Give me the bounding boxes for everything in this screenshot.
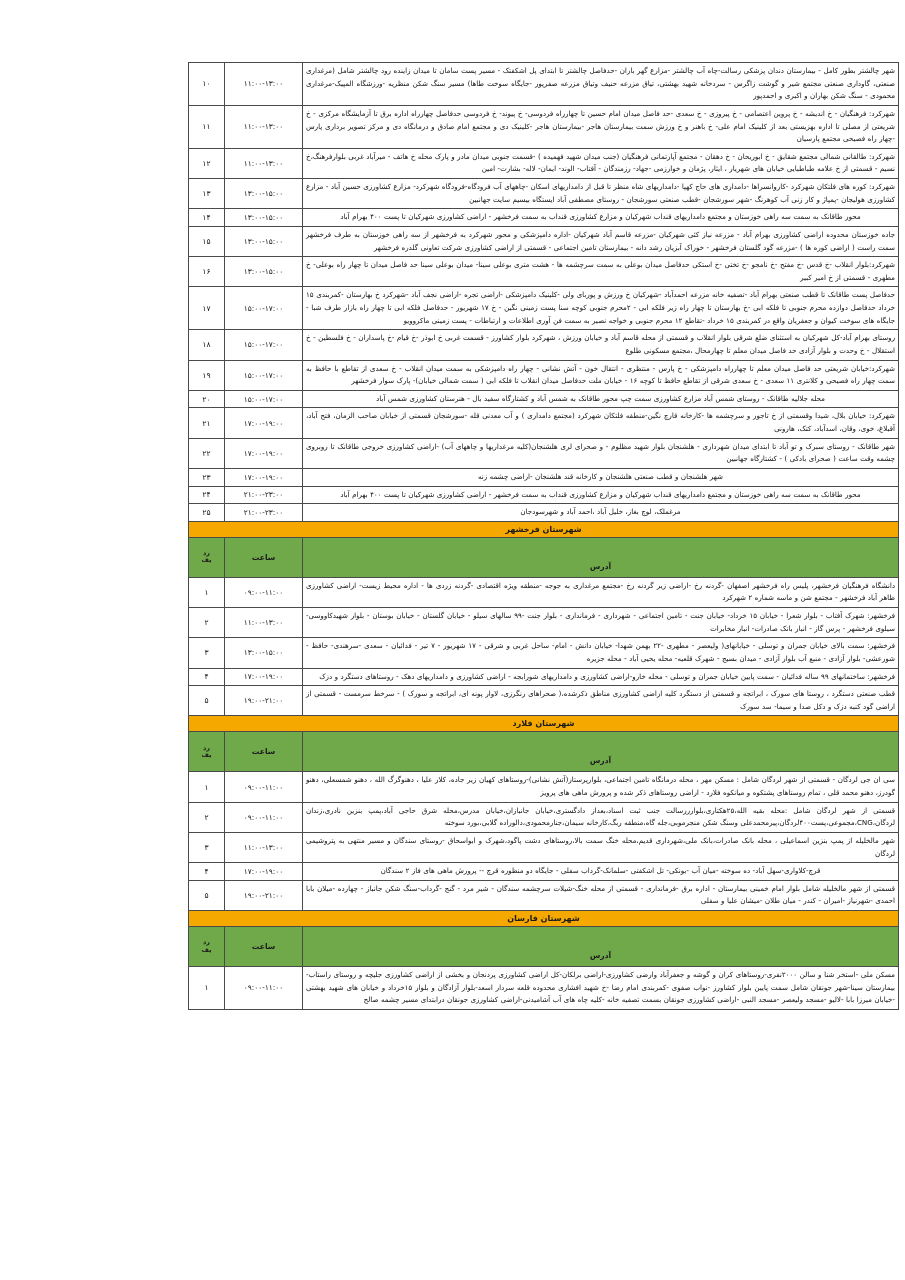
cell-time: ۱۳:۰۰-۱۵:۰۰ <box>225 638 303 668</box>
section-band-row <box>189 716 899 732</box>
cell-row-number: ۱۶ <box>189 257 225 287</box>
cell-row-number: ۱۲ <box>189 148 225 178</box>
cell-time: ۲۱:۰۰-۲۳:۰۰ <box>225 504 303 522</box>
cell-address: شهر طاقانک - روستای سبرک و تو آباد تا ابتدای میدان شهرداری - هلشنجان بلوار شهید مظلوم - و صحرای لری هلشنجان(کلیه مرغداریها و چاههای آب) -اراضی کشاورزی خروجی طاقانک تا روبروی چشمه وقت ساعت ( صحرای بادکی ) - کشتارگاه جهانبین <box>303 438 899 468</box>
cell-row-number: ۱۹ <box>189 360 225 390</box>
cell-address: فرخشهر: ساختمانهای ۹۹ ساله فدائیان - سمت پایین خیابان جمران و توسلی - محله خارو-اراضی کشاورزی و دامداریهای شورابجه - اراضی کشاورزی و دامداریهای دهک - روستاهای دستگرد و دزک <box>303 668 899 686</box>
table-row <box>189 438 899 468</box>
table-row <box>189 330 899 360</box>
cell-row-number: ۲ <box>189 608 225 638</box>
cell-address: فرخشهر: سمت بالای خیابان جمران و توسلی - خیابانهای( ولیعصر - مطهری -۲۲ بهمن شهدا- خیابان دانش - امام- ساحل غربی و شرقی - ۱۷ شهریور - ۷ تیر - فدائیان - سعدی -سرهندی- حافظ - شورعشی- بلوار آزادی - منبع آب بلوار آزادی - میدان بسیج - شهرک قلعیه- محله یحیی آباد - محله جزیره <box>303 638 899 668</box>
cell-row-number: ۲۰ <box>189 390 225 408</box>
table-row <box>189 468 899 486</box>
cell-row-number: ۱۴ <box>189 209 225 227</box>
header-time: ساعت <box>225 537 303 577</box>
cell-address: مرغملک، لوچ بغاز، خلیل آباد ،احمد آباد و شهرسودجان <box>303 504 899 522</box>
header-row-number <box>189 927 225 967</box>
cell-row-number: ۲۴ <box>189 486 225 504</box>
table-row <box>189 967 899 1010</box>
header-address: آدرس <box>303 537 899 577</box>
cell-time: ۱۱:۰۰-۱۳:۰۰ <box>225 105 303 148</box>
cell-address: فرخشهر: شهرک آفتاب - بلوار شعرا - خیابان ۱۵ خرداد- خیابان جنت - تامین اجتماعی - شهرداری - فرمانداری - بلوار جنت -۹۹ سالهای سیلو - خیابان گلستان - خیابان بوستان - بلوار شهیدکاووسی- سیلوی فرخشهر - پرس گاز - انبار بانک صادرات- انبار مخابرات <box>303 608 899 638</box>
table-row <box>189 638 899 668</box>
header-row-number-line2: یف <box>201 945 212 954</box>
table-row <box>189 686 899 716</box>
cell-time: ۱۵:۰۰-۱۷:۰۰ <box>225 287 303 330</box>
column-header-row <box>189 927 899 967</box>
table-row <box>189 880 899 910</box>
cell-row-number: ۱۰ <box>189 63 225 106</box>
column-header-row <box>189 732 899 772</box>
table-row <box>189 408 899 438</box>
cell-time: ۱۹:۰۰-۲۱:۰۰ <box>225 880 303 910</box>
section-band-row <box>189 521 899 537</box>
cell-address: محور طاقانک به سمت سه راهی خوزستان و مجتمع دامداریهای قنداب شهرکیان و مزارع کشاورزی قنداب به سمت فرخشهر - اراضی کشاورزی شهرکیان تا پست ۴۰۰ بهرام آباد <box>303 486 899 504</box>
cell-row-number: ۲۳ <box>189 468 225 486</box>
cell-address: مسکن ملی -استخر شنا و سالن ۲۰۰۰نفری-روستاهای کران و گوشه و جعفرآباد وارضی کشاورزی-اراضی برلکان-کل اراضی کشاورزی پردنجان و بخشی از اراضی کشاورزی جلیچه و روستای راستاب-بیمارستان سینا-شهر جونقان شامل سمت پایین بلوار کشاورز -نواب صفوی -کمربندی امام رضا -خ شهید افشاری محدوده قلعه سردار اسعد-بلوار آزادگان و بلوار ۱۵خرداد و خیابان های شهید بهشتی -خیابان میرزا بابا -لالیو -مسجد ولیعصر -مسجد النبی -اراضی کشاورزی جونقان بسمت تصفیه خانه -کلیه چاه های آب آشامیدنی-اراضی کشاورزی جونقان درابتدای مسیر چشمه صالح <box>303 967 899 1010</box>
header-row-number-line2: یف <box>201 750 212 759</box>
header-time: ساعت <box>225 927 303 967</box>
table-row <box>189 802 899 832</box>
header-time: ساعت <box>225 732 303 772</box>
cell-row-number: ۴ <box>189 668 225 686</box>
cell-time: ۱۳:۰۰-۱۵:۰۰ <box>225 179 303 209</box>
table-row <box>189 63 899 106</box>
cell-time: ۰۹:۰۰-۱۱:۰۰ <box>225 802 303 832</box>
table-row <box>189 668 899 686</box>
cell-address: قسمتی از شهر مالخلیله شامل بلوار امام خمینی بیمارستان - اداره برق -فرمانداری - قسمتی از محله خنگ-شیلات سرچشمه سندگان - شیر مرد - گنج -گرداب-سنگ شکن جانباز - چهارده -میلان بابا احمدی -شهرنیاز -امیران - کندر - میان طلان -میشان علیا و سفلی <box>303 880 899 910</box>
cell-time: ۱۵:۰۰-۱۷:۰۰ <box>225 360 303 390</box>
cell-time: ۰۹:۰۰-۱۱:۰۰ <box>225 577 303 607</box>
cell-row-number: ۵ <box>189 880 225 910</box>
cell-time: ۰۹:۰۰-۱۱:۰۰ <box>225 967 303 1010</box>
cell-address: شهرکرد: خیابان بلال، شیدا وقسمتی از خ تاجور و سرچشمه ها -کارخانه قارچ نگین-منطقه فلتکان شهرکرد (مجتمع دامداری ) و آب معدنی قله -سورشجان قسمتی از خیابان صاحب الزمان، فتح آباد، آقبلاغ، خوی، وقان، اسدآباد، کتک، هارونی <box>303 408 899 438</box>
cell-address: محور طاقانک به سمت سه راهی خوزستان و مجتمع دامداریهای قنداب شهرکیان و مزارع کشاورزی قنداب به سمت فرخشهر - اراضی کشاورزی شهرکیان تا پست ۴۰۰ بهرام آباد <box>303 209 899 227</box>
cell-row-number: ۲۱ <box>189 408 225 438</box>
table-row <box>189 486 899 504</box>
cell-address: شهرکرد: طالقانی شمالی مجتمع شقایق - خ ابوریحان - خ دهقان - مجتمع آپارتمانی فرهنگیان (جنب میدان شهید فهمیده ) -قسمت جنوبی میدان مادر و پارک محله خ هاتف - میرآباد غربی بلوارفرهنگ،خ نسیم - قسمتی از خ علامه طباطبایی خیابان های شهریار ، ایثار، پژمان و خوارزمی -جهاد- رزمندگان - آفتاب- الوند- ایمان- لاله- بشارت- امین <box>303 148 899 178</box>
header-row-number-line2: یف <box>201 556 212 565</box>
cell-address: شهر هلشنجان و قطب صنعتی هلشنجان و کارخانه قند هلشنجان -اراضی چشمه زنه <box>303 468 899 486</box>
cell-address: شهر مالخلیله از پمپ بنزین اسماعیلی ، محله بانک صادرات،بانک ملی،شهرداری قدیم،محله خنگ سمت بالا،روستاهای دشت پاگود،شهرک و ابواسحاق -روستای سندگان و مسیر منتهی به پتروشیمی لردگان <box>303 832 899 862</box>
cell-row-number: ۱۷ <box>189 287 225 330</box>
section-band-row <box>189 911 899 927</box>
cell-time: ۱۱:۰۰-۱۳:۰۰ <box>225 63 303 106</box>
table-row <box>189 257 899 287</box>
table-row <box>189 577 899 607</box>
table-row <box>189 390 899 408</box>
cell-address: حدفاصل پست طاقانک تا قطب صنعتی بهرام آباد -تصفیه خانه مزرعه احمدآباد -شهرکیان خ ورزش و پوربای ولی -کلینیک دامپزشکی -اراضی تجره -اراضی نجف آباد -شهرکرد خ بهارستان -کمربندی ۱۵ خرداد حدفاصل دوازده محرم جنوبی تا فلکه ابی -خ بهارستان تا چهار راه زیر فلکه ابی - ۲محرم جنوبی کوچه سنا پست زمینی نگین - خ ۱۷ شهریور - حدفاصل فلکه ابی تا چهار راه بازار طرف شبا - جایگاه های سوخت کیوان و جعفریان واقع در کمربندی ۱۵ خرداد -تقاطع ۱۲ محرم جنوبی و خواجه نصیر به سمت فن آوری اطلاعات و ارتباطات - پست زمینی ماکروویو <box>303 287 899 330</box>
schedule-table-container <box>190 62 899 1010</box>
header-row-number-line1: رد <box>203 743 210 752</box>
header-row-number-line1: رد <box>203 938 210 947</box>
cell-time: ۱۱:۰۰-۱۳:۰۰ <box>225 832 303 862</box>
table-row <box>189 209 899 227</box>
table-row <box>189 360 899 390</box>
cell-address: جاده خوزستان محدوده اراضی کشاورزی بهرام آباد - مزرعه نیاز کئی شهرکیان -مزرعه قاسم آباد شهرکیان -اداره دامپزشکی و محور شهرکرد به فرخشهر از سه راهی خوزستان به طرف فرخشهر سمت راست ( اراضی کوره ها ) -مزرعه گود گلستان فرخشهر - خوراک آبزیان رشد دانه - بیمارستان تامین اجتماعی - قسمتی از اراضی کشاورزی شرکت تعاونی گلدره فرخشهر <box>303 226 899 256</box>
table-row <box>189 287 899 330</box>
cell-time: ۱۳:۰۰-۱۵:۰۰ <box>225 209 303 227</box>
column-header-row <box>189 537 899 577</box>
header-address: آدرس <box>303 732 899 772</box>
header-row-number <box>189 537 225 577</box>
cell-time: ۱۷:۰۰-۱۹:۰۰ <box>225 438 303 468</box>
cell-time: ۱۷:۰۰-۱۹:۰۰ <box>225 408 303 438</box>
cell-time: ۱۳:۰۰-۱۵:۰۰ <box>225 257 303 287</box>
table-row <box>189 504 899 522</box>
table-row <box>189 608 899 638</box>
cell-time: ۰۹:۰۰-۱۱:۰۰ <box>225 772 303 802</box>
cell-address: روستای بهرام آباد-کل شهرکیان به استثنای ضلع شرقی بلوار انقلاب و قسمتی از محله قاسم آباد و خیابان ورزش ، شهرکرد بلوار کشاورز - قسمت غربی خ ابوذر -خ قیام -خ پاسداران - خ فلسطین - خ استقلال - خ وحدت و بلوار آزادی حد فاصل میدان معلم تا چهارمحال ،مجتمع مسکونی طلوع <box>303 330 899 360</box>
outage-schedule-table <box>188 62 899 1010</box>
table-row <box>189 105 899 148</box>
cell-time: ۱۷:۰۰-۱۹:۰۰ <box>225 668 303 686</box>
cell-address: محله جلالیه طاقانک - روستای شمس آباد مزارع کشاورزی سمت چپ محور طاقانک به شمس آباد و کشتارگاه سفید بال - هنرستان کشاورزی شمس آباد <box>303 390 899 408</box>
cell-address: شهر چالشتر بطور کامل - بیمارستان دندان پزشکی رسالت-چاه آب چالشتر -مزارع گهر باران -حدفاصل چالشتر تا ابتدای پل اشکفتک - مسیر پست سامان تا میدان زاینده رود چالشتر شامل (مرغداری صنعتی، گاوداری صنعتی مجتمع شیر و گوشت زاگرس - سردخانه شهید بهشتی، تیاق مزرعه حنیف وتیاق مزرعه صفرپور -جایگاه سوخت طاها) مسیر سنگ شکن منظریه -ورزشگاه المپیک-مرغداری محمودی - سنگ شکن بهاران و اکبری و احمدپور <box>303 63 899 106</box>
cell-time: ۱۷:۰۰-۱۹:۰۰ <box>225 863 303 881</box>
cell-row-number: ۱ <box>189 772 225 802</box>
cell-address: شهرکرد:بلوار انقلاب -خ قدس -خ مفتح -خ نامجو -خ تختی -خ استکی حدفاصل میدان بوعلی به سمت سرچشمه ها - هشت متری بوعلی سینا- میدان بوعلی سینا حد فاصل میدان تا چهار راه بوعلی- خ مطهری - قسمتی از خ امیر کبیر <box>303 257 899 287</box>
table-row <box>189 226 899 256</box>
cell-time: ۱۷:۰۰-۱۹:۰۰ <box>225 468 303 486</box>
table-row <box>189 772 899 802</box>
cell-row-number: ۵ <box>189 686 225 716</box>
cell-row-number: ۲۲ <box>189 438 225 468</box>
cell-row-number: ۳ <box>189 832 225 862</box>
header-row-number <box>189 732 225 772</box>
table-row <box>189 179 899 209</box>
cell-row-number: ۱۵ <box>189 226 225 256</box>
cell-row-number: ۲۵ <box>189 504 225 522</box>
section-title: شهرستان فرخشهر <box>189 521 899 537</box>
table-row <box>189 832 899 862</box>
cell-address: دانشگاه فرهنگیان فرخشهر، پلیس راه فرخشهر اصفهان -گردنه رخ -اراضی زیر گردنه رخ -مجتمع مرغداری به جوجه -منطقه ویژه اقتصادی -گردنه زردی ها - اداره محیط زیست- اراضی کشاورزی ظاهر آباد فرخشهر - مجتمع شن و ماسه شماره ۲ شهرکرد <box>303 577 899 607</box>
section-title: شهرستان فارسان <box>189 911 899 927</box>
cell-address: شهرکرد: کوره های فلتکان شهرکرد -کاروانسراها -دامداری های حاج کهپا -دامداریهای شاه منظر تا قبل از دامداریهای اسکان -چاههای آب فرودگاه-فرودگاه شهرکرد- مزارع کشاورزی حسین آباد - مزارع کشاورزی هولیجان -پمپاژ و کار زنی آب کوهرنگ -شهر سورشجان -قطب صنعتی سورشجان - روستای مصطفی آباد ایستگاه بیسیم سایت جهانبین <box>303 179 899 209</box>
cell-address: قطب صنعتی دستگرد ، روستا های سورک ، ابراتجه و قسمتی از دستگرد کلیه اراضی کشاورزی مناطق ذکرشده،( صحراهای رنگرزی، لاوار پونه ای، ابراتجه و سورک ) - سرخط سرمست - قسمتی از اراضی گود کنبه دزک و دکل صدا و سیما- سد سورک <box>303 686 899 716</box>
cell-address: سی ان جی لردگان - قسمتی از شهر لردگان شامل : مسکن مهر ، محله درمانگاه تامین اجتماعی، بلوارپرستار(آتش نشانی)-روستاهای کهیان زیر جاده، کلار علیا ، دهنوگرگ الله ، دهنو شمسعلی، دهنو گودرز، دهنو محمد قلی ، تمام روستاهای پشتکوه و میانکوه فلارد - اراضی روستاهای ذکر شده و پرورش ماهی های پرویز <box>303 772 899 802</box>
cell-time: ۱۳:۰۰-۱۵:۰۰ <box>225 226 303 256</box>
cell-row-number: ۱۸ <box>189 330 225 360</box>
cell-address: شهرکرد:خیابان شریعتی حد فاصل میدان معلم تا چهارراه دامپزشکی - خ پارس - منتظری - انتقال خون - آتش نشانی - چهار راه دامپزشکی به سمت میدان انقلاب - خ سعدی از تقاطع با حافظ به سمت چهار راه فصیحی و کلانتری ۱۱ سعدی - خ سعدی شرقی از تقاطع حافظ تا کوچه ۱۶ - خیابان ملت حدفاصل میدان انقلاب تا فلکه ابی ( سمت شمالی خیابان)- پارک سوار فرخشهر <box>303 360 899 390</box>
cell-address: قسمتی از شهر لردگان شامل :محله بقیه الله،۲۵هکتاری،بلوارررسالت جنب ثبت اسناد،بعداز دادگستری،خیابان جانبازان،خیابان مدرس،محله شرق حاجی آباد،پمپ بنزین نادری،زندان لردگان،CNG،مجموعی،پست۴۰۰لردگان،پیرمحمدعلی وسنگ شکن منجرموبی،جله گاه،منطقه ربگ،کارخانه سیمان،جنارمحمودی،دالوراده گلابی،بورد سوخته <box>303 802 899 832</box>
cell-row-number: ۱ <box>189 967 225 1010</box>
cell-row-number: ۲ <box>189 802 225 832</box>
cell-time: ۱۱:۰۰-۱۳:۰۰ <box>225 148 303 178</box>
header-address: آدرس <box>303 927 899 967</box>
cell-address: قرچ-کلاواری-سهل آباد- ده سوخته -میان آب -بونکی- تل اشکفتی -سلمانک-گرداب سفلی - جایگاه دو منظوره قرچ -- پرورش ماهی های فاز ۲ سندگان <box>303 863 899 881</box>
cell-row-number: ۳ <box>189 638 225 668</box>
table-body <box>189 63 899 1010</box>
cell-time: ۲۱:۰۰-۲۳:۰۰ <box>225 486 303 504</box>
table-row <box>189 148 899 178</box>
cell-time: ۱۹:۰۰-۲۱:۰۰ <box>225 686 303 716</box>
cell-time: ۱۵:۰۰-۱۷:۰۰ <box>225 330 303 360</box>
cell-row-number: ۱ <box>189 577 225 607</box>
cell-time: ۱۵:۰۰-۱۷:۰۰ <box>225 390 303 408</box>
cell-time: ۱۱:۰۰-۱۳:۰۰ <box>225 608 303 638</box>
table-row <box>189 863 899 881</box>
section-title: شهرستان فلارد <box>189 716 899 732</box>
cell-row-number: ۱۳ <box>189 179 225 209</box>
header-row-number-line1: رد <box>203 548 210 557</box>
cell-row-number: ۱۱ <box>189 105 225 148</box>
cell-row-number: ۴ <box>189 863 225 881</box>
cell-address: شهرکرد: فرهنگیان - خ اندیشه - خ پروین اعتصامی - خ پیروزی - خ سعدی -حد فاصل میدان امام حسین تا چهارراه فردوسی- خ پیوند- خ فردوسی حدفاصل چهارراه اداره برق تا آزمایشگاه مرکزی - خ شریعتی از مصلی تا اداره بهزیستی بعد از کلینیک امام علی- خ باهنر و خ ورزش سمت بیمارستان هاجر -بیمارستان هاجر -کلینیک دی و مجتمع امام صادق و درمانگاه دی و مرکز تصویر برداری پارس -چهار راه فصیحی مجتمع پارسیان <box>303 105 899 148</box>
